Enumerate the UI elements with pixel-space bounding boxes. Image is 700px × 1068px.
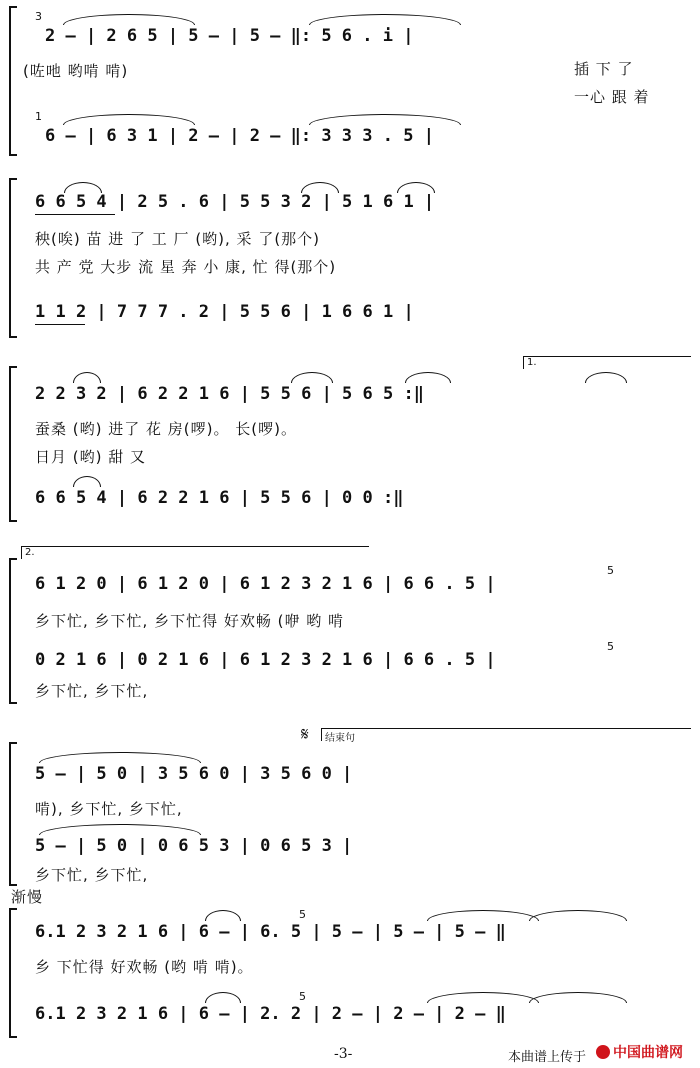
lower-staff-notes: 6.1 2 3 2 1 6 | 6 – | 2. 2 | 2 – | 2 – | 2 – ‖ [35, 1004, 506, 1024]
tie-slur [63, 114, 195, 125]
tie-slur [309, 114, 461, 125]
upper-staff-notes: 2 – | 2 6 5 | 5 – | 5 – ‖: 5 6 . i | [45, 26, 414, 46]
tie-slur [405, 372, 451, 383]
tie-slur [73, 372, 101, 383]
system-4 [9, 546, 692, 702]
coda-ending-bracket: 结束句 [321, 728, 691, 741]
lyric-line-1: 啃), 乡下忙, 乡下忙, [35, 800, 183, 818]
upper-fingering-mark: 3 [35, 10, 42, 23]
lower-staff-notes: 1 1 2 | 7 7 7 . 2 | 5 5 6 | 1 6 6 1 | [35, 302, 414, 322]
logo-mark-icon [596, 1045, 610, 1059]
upper-staff-notes: 2 2 3 2 | 6 2 2 1 6 | 5 5 6 | 5 6 5 :‖ [35, 384, 424, 404]
lower-staff-notes: 6 – | 6 3 1 | 2 – | 2 – ‖: 3 3 3 . 5 | [45, 126, 434, 146]
upper-staff-notes: 5 – | 5 0 | 3 5 6 0 | 3 5 6 0 | [35, 764, 353, 784]
site-name: 中国曲谱网 [613, 1045, 683, 1061]
system-brace [9, 908, 17, 1038]
site-logo[interactable] [596, 1042, 683, 1062]
tie-slur [39, 824, 201, 835]
system-brace [9, 742, 17, 886]
lower-staff-notes: 6 6 5 4 | 6 2 2 1 6 | 5 5 6 | 0 0 :‖ [35, 488, 404, 508]
lyric-line-1: 乡 下忙得 好欢畅 (哟 啃 啃)。 [35, 958, 254, 976]
tie-slur [73, 476, 101, 487]
first-ending-bracket: 1. [523, 356, 691, 369]
tie-slur [301, 182, 339, 193]
lyric-line-1-right: 插 下 了 [574, 60, 634, 78]
tie-slur [39, 752, 201, 763]
lower-staff-notes: 0 2 1 6 | 0 2 1 6 | 6 1 2 3 2 1 6 | 6 6 . 5 | [35, 650, 496, 670]
second-ending-bracket: 2. [21, 546, 369, 559]
tie-slur [291, 372, 333, 383]
lyric-line-2: 共 产 党 大步 流 星 奔 小 康, 忙 得(那个) [35, 258, 337, 276]
system-3 [9, 356, 692, 520]
tie-slur [205, 910, 241, 921]
system-5 [9, 724, 692, 884]
tempo-marking: 渐慢 [11, 888, 44, 906]
lyric-line-2-right: 一心 跟 着 [574, 88, 650, 106]
tie-slur [63, 14, 195, 25]
tie-slur [529, 992, 627, 1003]
grace-note: 5 [607, 564, 614, 577]
underline-beam [35, 214, 115, 215]
lyric-line-2: 乡下忙, 乡下忙, [35, 682, 149, 700]
tie-slur [309, 14, 461, 25]
grace-note: 5 [299, 908, 306, 921]
tie-slur [529, 910, 627, 921]
tie-slur [427, 910, 539, 921]
system-brace [9, 178, 17, 338]
system-brace [9, 366, 17, 522]
lyric-line-1: 秧(唉) 苗 进 了 工 厂 (哟), 采 了(那个) [35, 230, 321, 248]
underline-beam [35, 324, 85, 325]
lyric-line-2: 日月 (哟) 甜 又 [35, 448, 147, 466]
page-number: -3- [334, 1046, 353, 1062]
system-brace [9, 558, 17, 704]
segno-icon: 𝄋 [301, 724, 309, 745]
lyric-line-2: 乡下忙, 乡下忙, [35, 866, 149, 884]
tie-slur [64, 182, 102, 193]
lyric-line-1: 蚕桑 (哟) 进了 花 房(啰)。 长(啰)。 [35, 420, 297, 438]
lower-fingering-mark: 1 [35, 110, 42, 123]
system-6 [9, 886, 692, 1036]
lower-staff-notes: 5 – | 5 0 | 0 6 5 3 | 0 6 5 3 | [35, 836, 353, 856]
tie-slur [427, 992, 539, 1003]
system-2 [9, 178, 692, 336]
tie-slur [397, 182, 435, 193]
grace-note: 5 [299, 990, 306, 1003]
upper-staff-notes: 6.1 2 3 2 1 6 | 6 – | 6. 5 | 5 – | 5 – | 5 – ‖ [35, 922, 506, 942]
grace-note: 5 [607, 640, 614, 653]
tie-slur [585, 372, 627, 383]
upper-staff-notes: 6 1 2 0 | 6 1 2 0 | 6 1 2 3 2 1 6 | 6 6 . 5 | [35, 574, 496, 594]
upper-staff-notes: 6 6 5 4 | 2 5 . 6 | 5 5 3 2 | 5 1 6 1 | [35, 192, 435, 212]
upload-note: 本曲谱上传于 [508, 1050, 587, 1065]
system-1 [9, 6, 692, 154]
lyric-line-1: 乡下忙, 乡下忙, 乡下忙得 好欢畅 (咿 哟 啃 [35, 612, 344, 630]
lyric-line-1: (咗吔 哟啃 啃) [23, 62, 129, 80]
tie-slur [205, 992, 241, 1003]
system-brace [9, 6, 17, 156]
